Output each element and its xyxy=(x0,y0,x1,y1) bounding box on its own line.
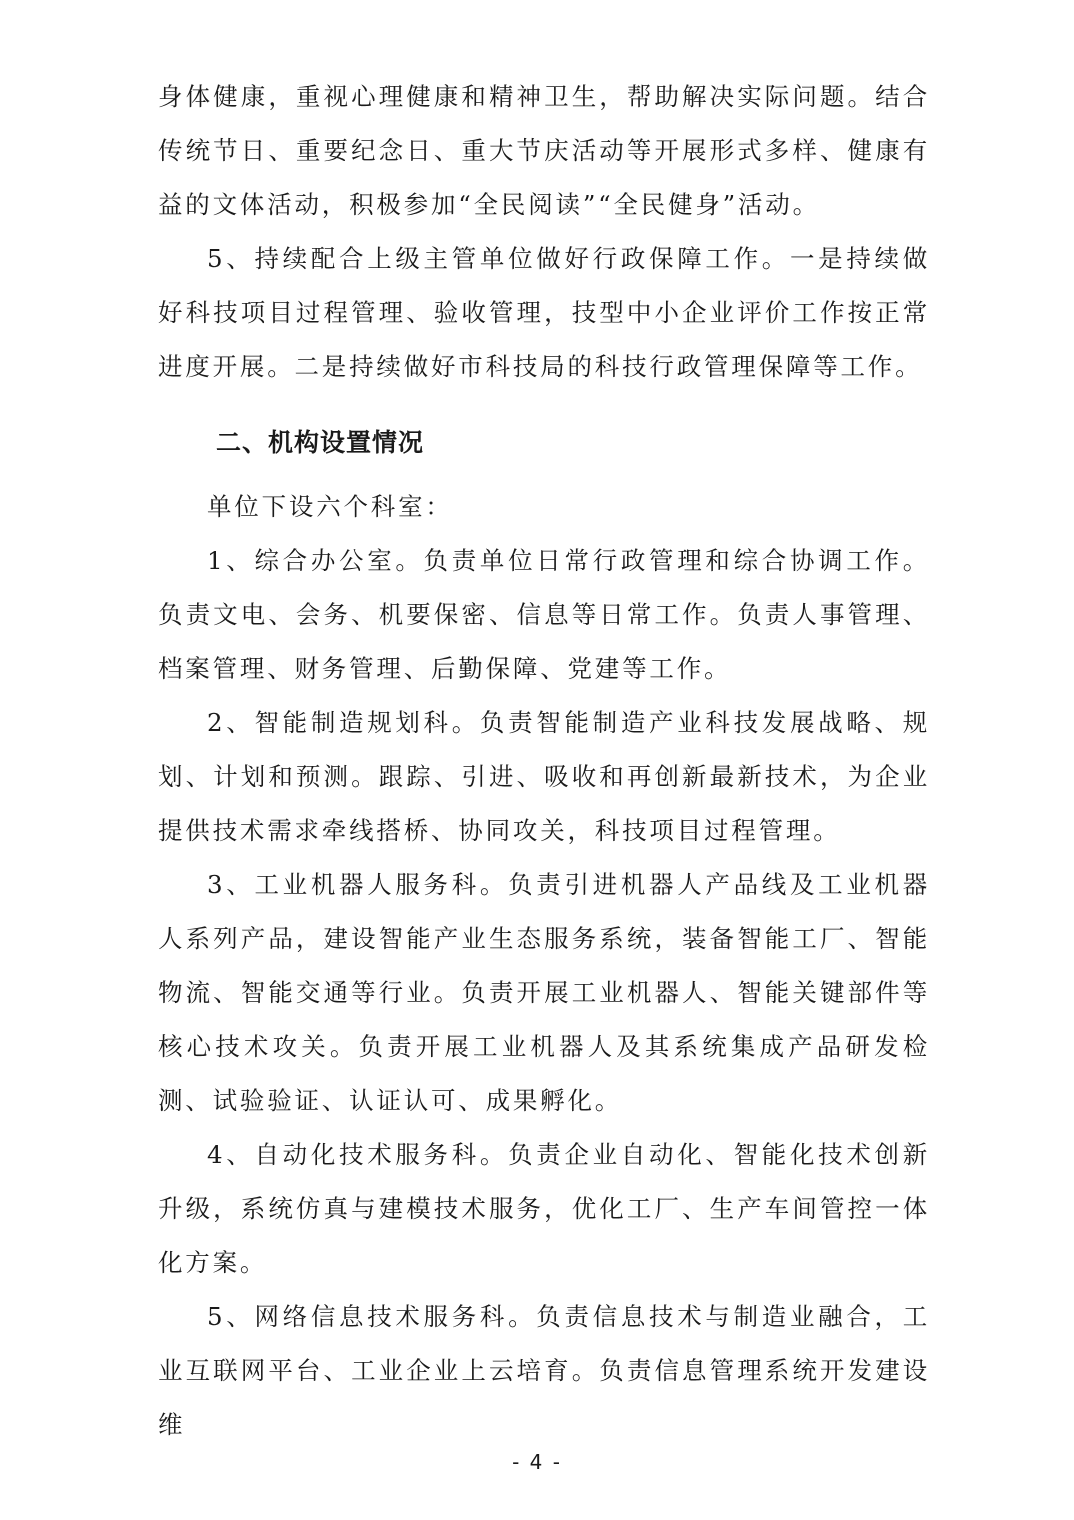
paragraph-dept-1: 1、综合办公室。负责单位日常行政管理和综合协调工作。负责文电、会务、机要保密、信息等日常工作。负责人事管理、档案管理、财务管理、后勤保障、党建等工作。 xyxy=(158,546,930,683)
paragraph-intro: 单位下设六个科室： xyxy=(207,492,453,521)
section-heading: 二、机构设置情况 xyxy=(216,428,425,457)
page-number: - 4 - xyxy=(512,1450,562,1474)
paragraph-dept-3: 3、工业机器人服务科。负责引进机器人产品线及工业机器人系列产品，建设智能产业生态服务系统，装备智能工厂、智能物流、智能交通等行业。负责开展工业机器人、智能关键部件等核心技术攻关。负责开展工业机器人及其系统集成产品研发检测、试验验证、认证认可、成果孵化。 xyxy=(158,870,930,1115)
paragraph-item-5-admin-support: 5、持续配合上级主管单位做好行政保障工作。一是持续做好科技项目过程管理、验收管理，技型中小企业评价工作按正常进度开展。二是持续做好市科技局的科技行政管理保障等工作。 xyxy=(158,244,930,381)
paragraph-dept-2: 2、智能制造规划科。负责智能制造产业科技发展战略、规划、计划和预测。跟踪、引进、吸收和再创新最新技术，为企业提供技术需求牵线搭桥、协同攻关，科技项目过程管理。 xyxy=(158,708,930,845)
paragraph-dept-4: 4、自动化技术服务科。负责企业自动化、智能化技术创新升级，系统仿真与建模技术服务，优化工厂、生产车间管控一体化方案。 xyxy=(158,1140,930,1277)
paragraph-continuation: 身体健康，重视心理健康和精神卫生，帮助解决实际问题。结合传统节日、重要纪念日、重大节庆活动等开展形式多样、健康有益的文体活动，积极参加“全民阅读”“全民健身”活动。 xyxy=(158,82,930,219)
paragraph-dept-5: 5、网络信息技术服务科。负责信息技术与制造业融合，工业互联网平台、工业企业上云培育。负责信息管理系统开发建设维 xyxy=(158,1302,930,1439)
document-body xyxy=(158,70,930,1452)
